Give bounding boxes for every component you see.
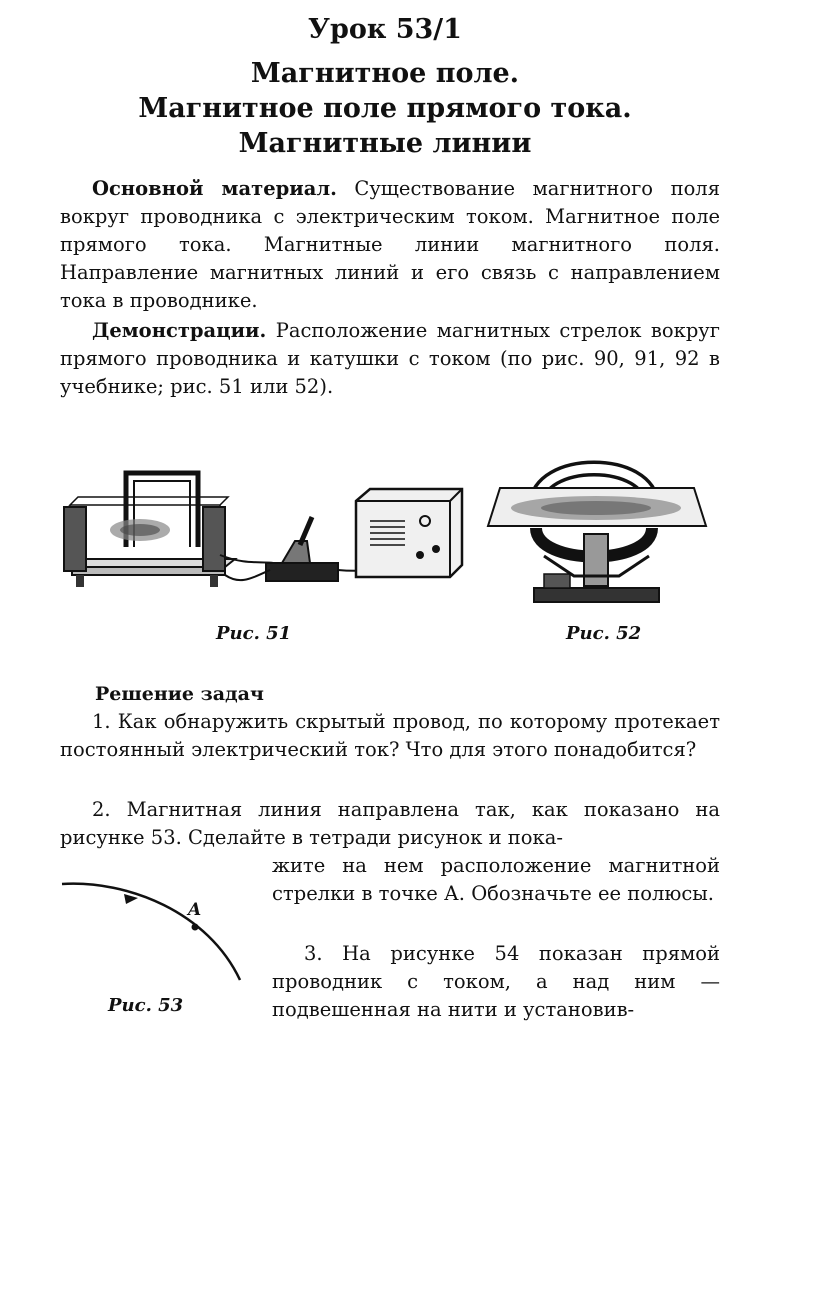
demonstrations-paragraph [60,317,720,401]
problem-2-intro: 2. Магнитная линия направлена так, как показано на рисунке 53. Сделайте в тетради рисунок и пока- [60,798,720,849]
basic-material-paragraph [60,175,720,315]
problem-2-continuation: жите на нем расположение магнитной стрелки в точке А. Обозначьте ее полюсы. [272,854,720,905]
demonstrations-label: Демонстрации. [92,319,267,342]
figure-52-illustration [484,436,709,614]
demonstrations-text: Расположение магнитных стрелок вокруг прямого проводника и катушки с током (по рис. 90, 91, 92 в учебнике; рис. 51 или 52). [60,319,720,398]
problem-1: 1. Как обнаружить скрытый провод, по которому протекает постоянный электрический ток? Что для этого понадобится? [60,710,720,761]
title-line-3: Магнитные линии [238,128,532,159]
basic-material-text: Существование магнитного поля вокруг проводника с электрическим током. Магнитное поле прямого тока. Магнитные линии магнитного поля. Направление магнитных линий и его связь с направлением тока в проводнике. [60,177,720,312]
lesson-title [0,56,770,161]
field-line-arrow-icon [124,894,138,904]
figure-53-caption: Рис. 53 [108,995,184,1016]
basic-material-label: Основной материал. [92,177,337,200]
point-a-label: A [188,900,202,920]
title-line-2: Магнитное поле прямого тока. [138,93,632,124]
figure-51-illustration [60,455,470,605]
figure-51-caption: Рис. 51 [216,623,292,644]
figure-53-illustration [58,872,258,992]
lesson-number: Урок 53/1 [308,14,462,45]
title-line-1: Магнитное поле. [250,58,520,89]
problem-3: 3. На рисунке 54 показан прямой проводник с током, а над ним — подвешенная на нити и установив- [272,942,720,1021]
figure-52-caption: Рис. 52 [566,623,642,644]
problems-heading: Решение задач [95,683,264,705]
